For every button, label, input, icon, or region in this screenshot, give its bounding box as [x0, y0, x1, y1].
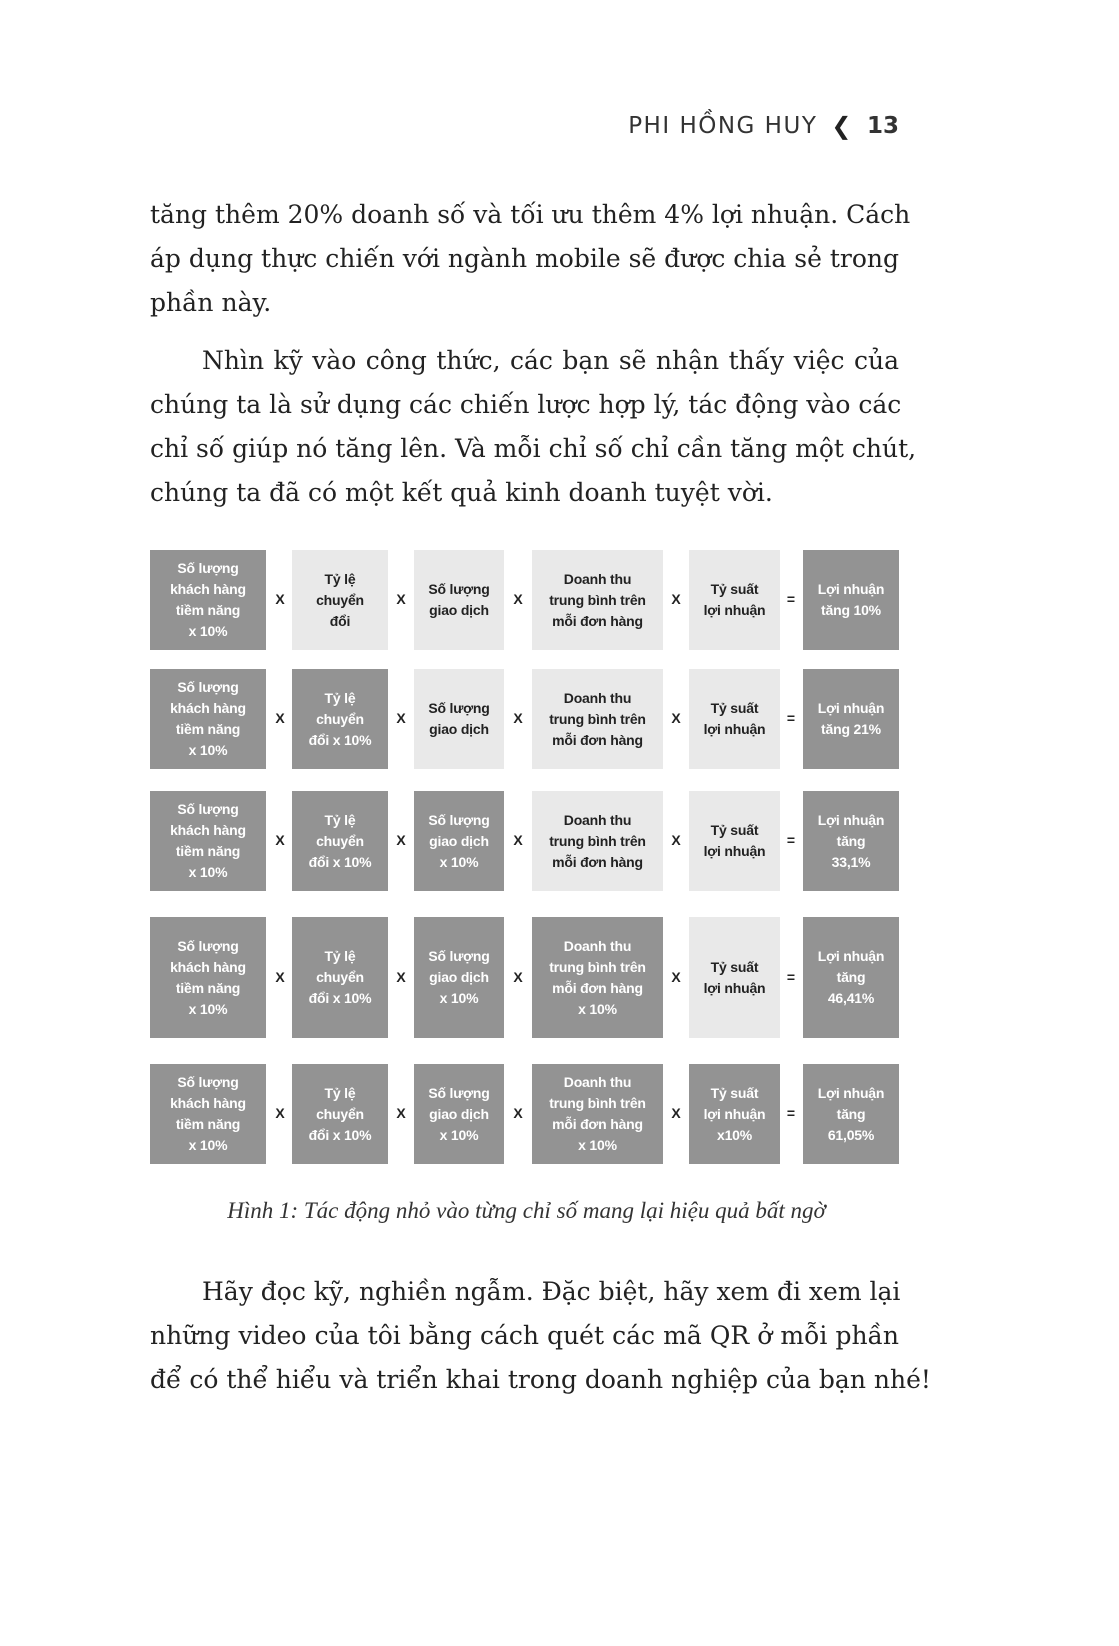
- text-line: phần này.: [150, 288, 272, 317]
- cell-avg-order-revenue: Doanh thu trung bình trên mỗi đơn hàng: [532, 669, 663, 769]
- text-line: Nhìn kỹ vào công thức, các bạn sẽ nhận thấy việc của: [202, 346, 899, 375]
- author-name: PHI HỒNG HUY: [628, 113, 818, 139]
- multiply-operator: X: [396, 832, 406, 848]
- equals-operator: =: [786, 832, 796, 848]
- multiply-operator: X: [671, 832, 681, 848]
- multiply-operator: X: [275, 1105, 285, 1121]
- multiply-operator: X: [671, 968, 681, 985]
- multiply-operator: X: [396, 591, 406, 607]
- cell-potential-customers: Số lượng khách hàng tiềm năng x 10%: [150, 917, 266, 1038]
- paragraph-2: [150, 339, 917, 515]
- text-line: để có thể hiểu và triển khai trong doanh nghiệp của bạn nhé!: [150, 1365, 931, 1394]
- equals-operator: =: [786, 710, 796, 726]
- figure-caption: Hình 1: Tác động nhỏ vào từng chỉ số mang lại hiệu quả bất ngờ: [227, 1198, 826, 1223]
- multiply-operator: X: [396, 968, 406, 985]
- cell-potential-customers: Số lượng khách hàng tiềm năng x 10%: [150, 669, 266, 769]
- text-line: Hãy đọc kỹ, nghiền ngẫm. Đặc biệt, hãy xem đi xem lại: [202, 1277, 901, 1306]
- cell-avg-order-revenue: Doanh thu trung bình trên mỗi đơn hàng x 10%: [532, 1064, 663, 1164]
- cell-transactions: Số lượng giao dịch x 10%: [414, 1064, 504, 1164]
- cell-profit-result: Lợi nhuận tăng 21%: [803, 669, 899, 769]
- text-line: chỉ số giúp nó tăng lên. Và mỗi chỉ số chỉ cần tăng một chút,: [150, 434, 917, 463]
- multiply-operator: X: [275, 832, 285, 848]
- text-line: chúng ta là sử dụng các chiến lược hợp lý, tác động vào các: [150, 390, 902, 419]
- multiply-operator: X: [275, 710, 285, 726]
- cell-profit-margin: Tỷ suất lợi nhuận: [689, 791, 780, 891]
- paragraph-1: [150, 193, 911, 325]
- running-header: [628, 112, 899, 140]
- equals-operator: =: [786, 1105, 796, 1121]
- multiply-operator: X: [671, 591, 681, 607]
- multiply-operator: X: [275, 968, 285, 985]
- multiply-operator: X: [671, 710, 681, 726]
- multiply-operator: X: [513, 968, 523, 985]
- multiply-operator: X: [396, 1105, 406, 1121]
- cell-transactions: Số lượng giao dịch x 10%: [414, 791, 504, 891]
- text-line: tăng thêm 20% doanh số và tối ưu thêm 4% lợi nhuận. Cách: [150, 200, 911, 229]
- multiply-operator: X: [671, 1105, 681, 1121]
- multiply-operator: X: [275, 591, 285, 607]
- cell-conversion-rate: Tỷ lệ chuyển đổi x 10%: [292, 791, 388, 891]
- cell-profit-margin: Tỷ suất lợi nhuận x10%: [689, 1064, 780, 1164]
- cell-avg-order-revenue: Doanh thu trung bình trên mỗi đơn hàng x 10%: [532, 917, 663, 1038]
- multiply-operator: X: [513, 710, 523, 726]
- chevron-left-icon: ❮: [831, 112, 853, 140]
- cell-avg-order-revenue: Doanh thu trung bình trên mỗi đơn hàng: [532, 550, 663, 650]
- page-number: 13: [866, 113, 899, 139]
- cell-profit-result: Lợi nhuận tăng 46,41%: [803, 917, 899, 1038]
- equals-operator: =: [786, 591, 796, 607]
- cell-potential-customers: Số lượng khách hàng tiềm năng x 10%: [150, 791, 266, 891]
- cell-potential-customers: Số lượng khách hàng tiềm năng x 10%: [150, 550, 266, 650]
- paragraph-3: [150, 1270, 931, 1402]
- text-line: áp dụng thực chiến với ngành mobile sẽ được chia sẻ trong: [150, 244, 899, 273]
- cell-transactions: Số lượng giao dịch: [414, 550, 504, 650]
- cell-transactions: Số lượng giao dịch: [414, 669, 504, 769]
- cell-profit-margin: Tỷ suất lợi nhuận: [689, 917, 780, 1038]
- equals-operator: =: [786, 968, 796, 985]
- cell-avg-order-revenue: Doanh thu trung bình trên mỗi đơn hàng: [532, 791, 663, 891]
- cell-profit-result: Lợi nhuận tăng 61,05%: [803, 1064, 899, 1164]
- multiply-operator: X: [396, 710, 406, 726]
- cell-profit-margin: Tỷ suất lợi nhuận: [689, 669, 780, 769]
- multiply-operator: X: [513, 1105, 523, 1121]
- cell-transactions: Số lượng giao dịch x 10%: [414, 917, 504, 1038]
- multiply-operator: X: [513, 591, 523, 607]
- cell-profit-margin: Tỷ suất lợi nhuận: [689, 550, 780, 650]
- text-line: những video của tôi bằng cách quét các mã QR ở mỗi phần: [150, 1321, 899, 1350]
- cell-profit-result: Lợi nhuận tăng 10%: [803, 550, 899, 650]
- cell-conversion-rate: Tỷ lệ chuyển đổi: [292, 550, 388, 650]
- cell-conversion-rate: Tỷ lệ chuyển đổi x 10%: [292, 1064, 388, 1164]
- cell-profit-result: Lợi nhuận tăng 33,1%: [803, 791, 899, 891]
- cell-conversion-rate: Tỷ lệ chuyển đổi x 10%: [292, 669, 388, 769]
- text-line: chúng ta đã có một kết quả kinh doanh tuyệt vời.: [150, 478, 773, 507]
- cell-potential-customers: Số lượng khách hàng tiềm năng x 10%: [150, 1064, 266, 1164]
- cell-conversion-rate: Tỷ lệ chuyển đổi x 10%: [292, 917, 388, 1038]
- multiply-operator: X: [513, 832, 523, 848]
